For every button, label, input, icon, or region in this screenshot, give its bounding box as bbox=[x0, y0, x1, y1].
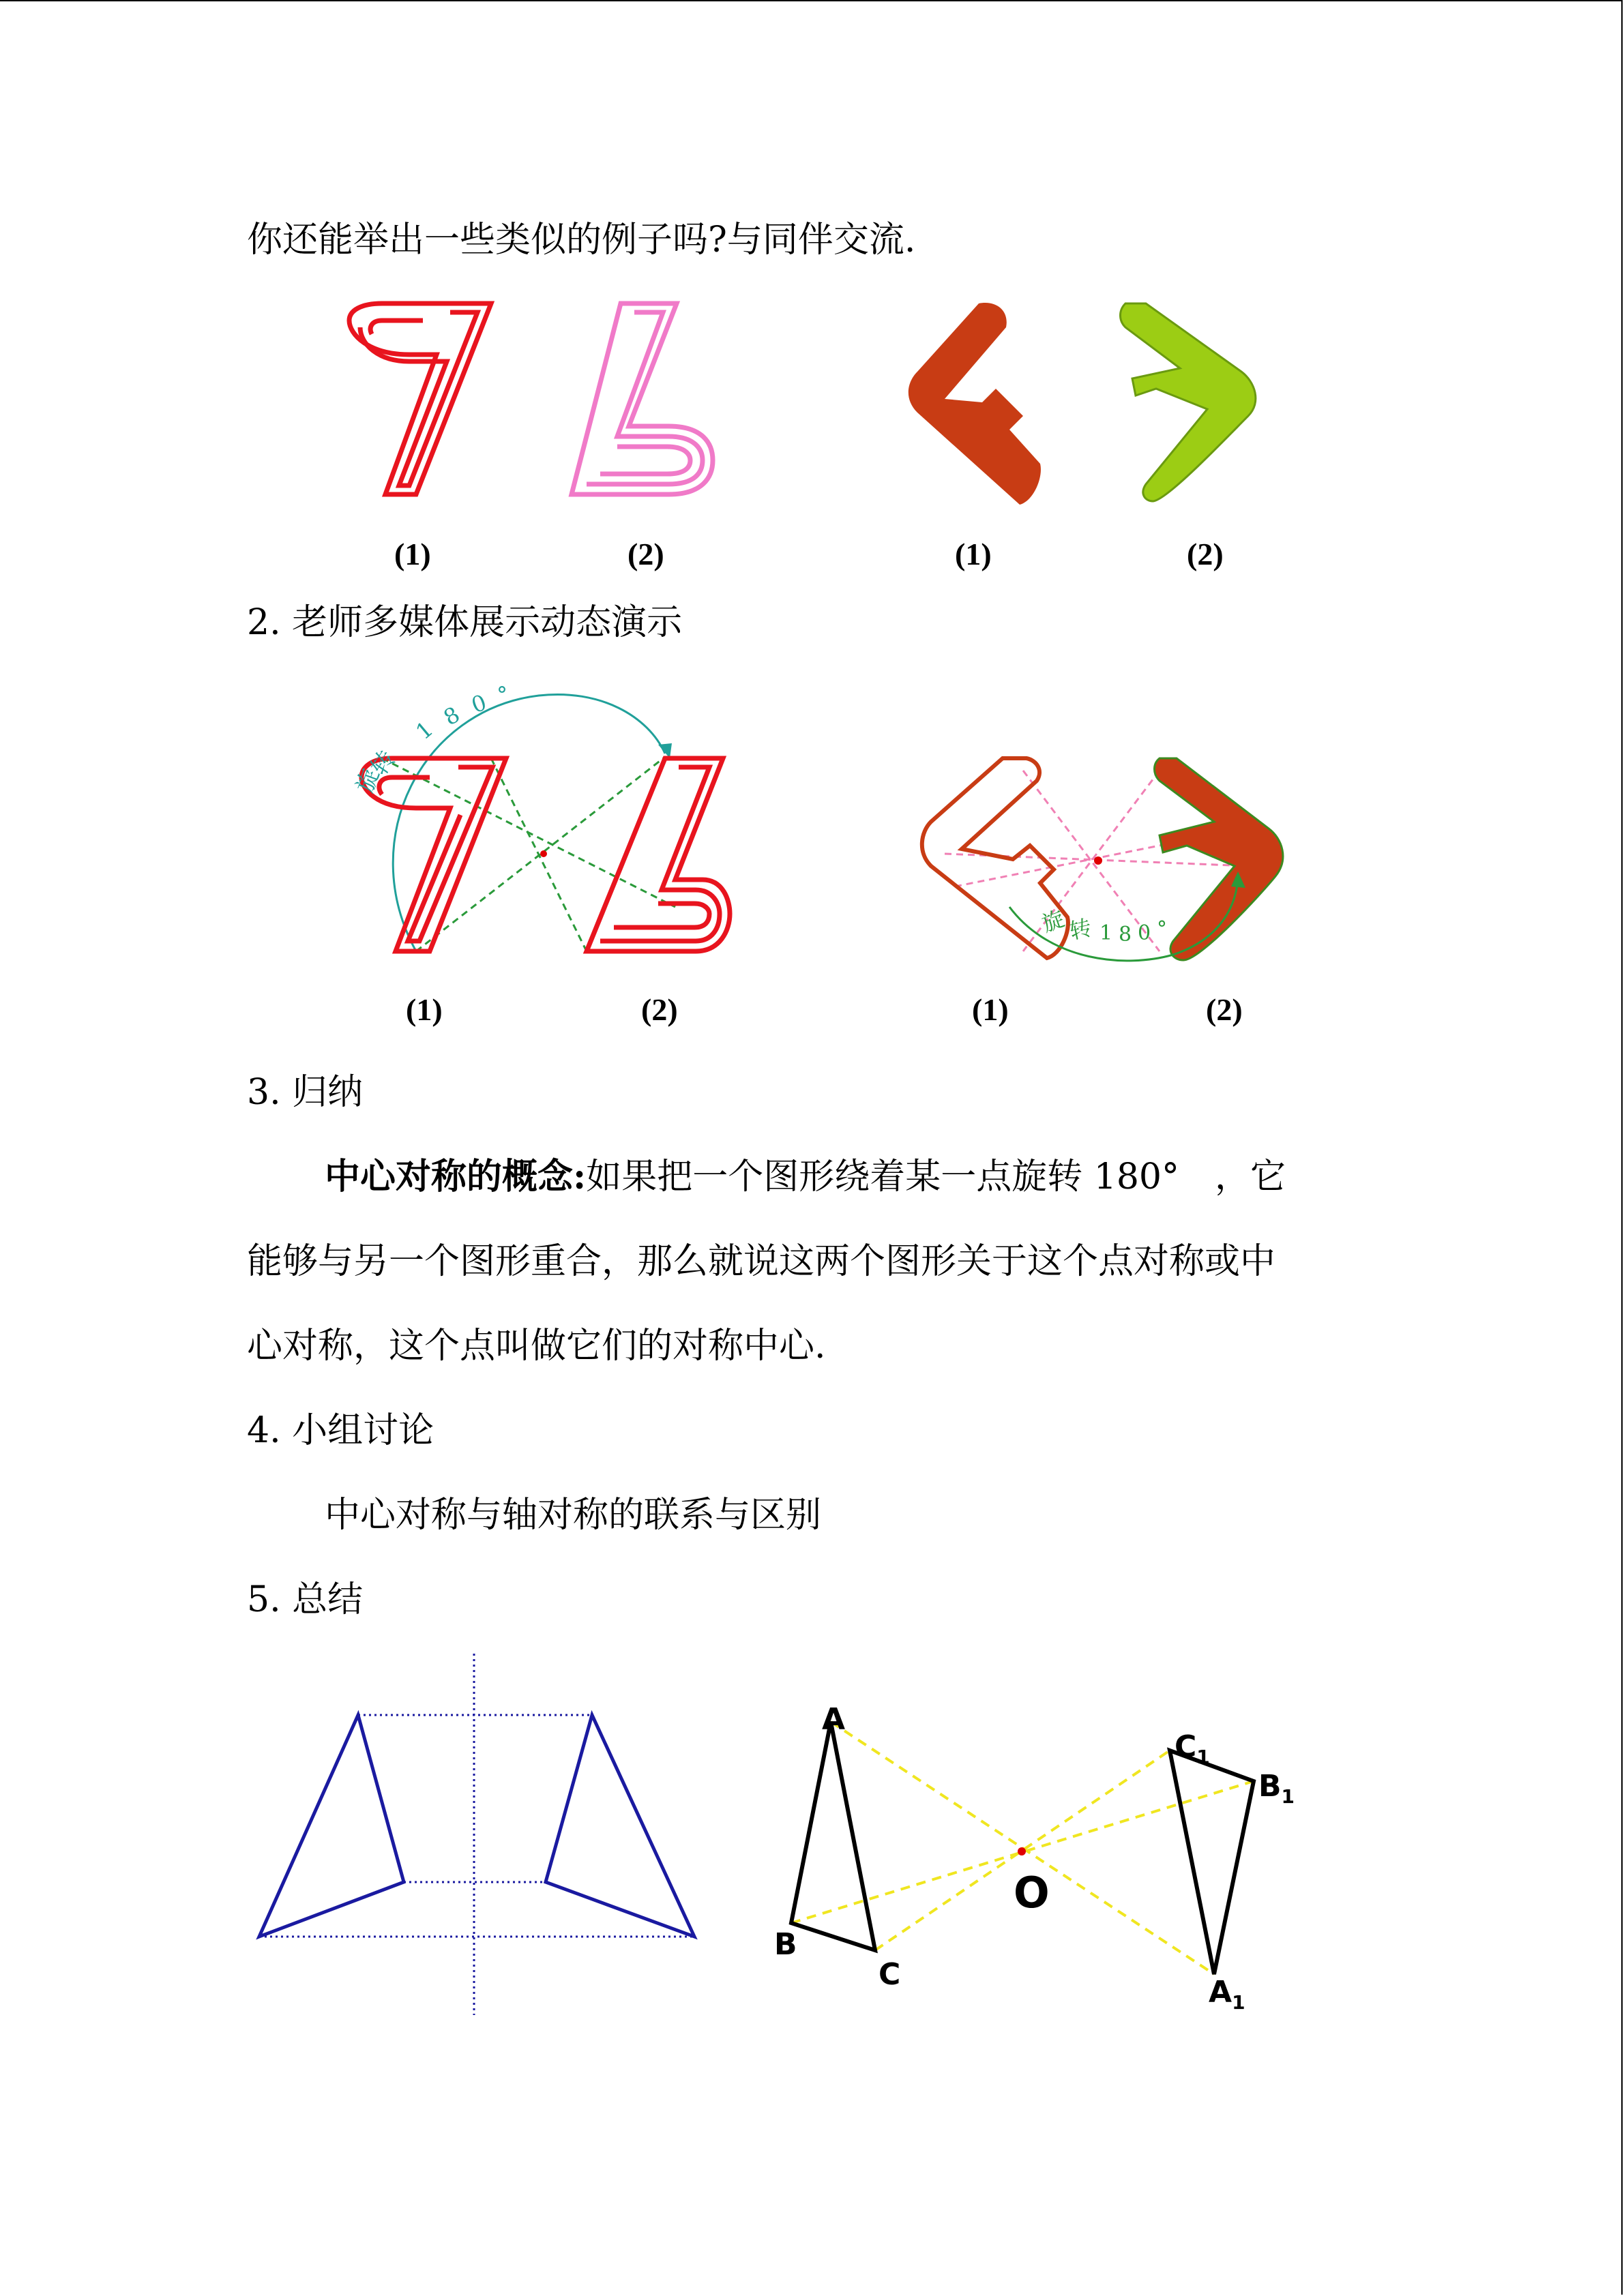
rotate-text-left-6: ° bbox=[497, 682, 507, 708]
mid-label-2b: (2) bbox=[1206, 992, 1243, 1027]
section3-heading: 3. 归纳 bbox=[247, 1072, 364, 1113]
rotate-text-left-1: 旋 bbox=[351, 765, 385, 796]
top-label-1a: (1) bbox=[394, 537, 431, 571]
vertex-a: A bbox=[822, 1702, 846, 1737]
concept-paragraph-line2: 能够与另一个图形重合，那么就说这两个图形关于这个点对称或中 bbox=[247, 1241, 1276, 1282]
vertex-c1: $C_1$ bbox=[1175, 1729, 1210, 1768]
vertex-b1: $B_1$ bbox=[1258, 1769, 1295, 1808]
rotate-text-left-5: 0 bbox=[468, 689, 490, 719]
triangle-a1b1c1 bbox=[1170, 1750, 1254, 1974]
section5-heading: 5. 总结 bbox=[247, 1579, 364, 1620]
vertex-c: C bbox=[879, 1957, 901, 1992]
rotate-text-left-4: 8 bbox=[439, 701, 464, 731]
rotate-text-right-4: 8 bbox=[1119, 923, 1132, 946]
rotate-text-right-5: 0 bbox=[1138, 921, 1151, 945]
top-label-2a: (2) bbox=[628, 537, 664, 571]
triangle-abc bbox=[791, 1722, 875, 1950]
mid-label-1a: (1) bbox=[406, 992, 443, 1027]
dotted-connectors bbox=[259, 1715, 694, 1937]
rotate-text-right-6: ° bbox=[1157, 917, 1167, 941]
vertex-b: B bbox=[774, 1927, 797, 1962]
top-label-2b: (2) bbox=[1187, 537, 1224, 571]
section2-heading: 2. 老师多媒体展示动态演示 bbox=[247, 602, 683, 643]
rotate-text-left-2: 转 bbox=[365, 745, 402, 781]
rotate-text-right-2: 转 bbox=[1067, 914, 1094, 944]
top-label-1b: (1) bbox=[955, 537, 992, 571]
center-o bbox=[1018, 1847, 1026, 1855]
concept-term: 中心对称的概念: bbox=[325, 1156, 587, 1197]
mid-label-1b: (1) bbox=[972, 992, 1009, 1027]
concept-line1-text: 如果把一个图形绕着某一点旋转 180° ，它 bbox=[586, 1157, 1286, 1197]
triangle-right-axis bbox=[546, 1715, 694, 1937]
rotate-text-right-1: 旋 bbox=[1038, 905, 1068, 938]
triangle-left-axis bbox=[259, 1715, 404, 1937]
section4-body: 中心对称与轴对称的联系与区别 bbox=[325, 1495, 822, 1536]
vertex-a1: $A_1$ bbox=[1209, 1975, 1245, 2014]
intro-question: 你还能举出一些类似的例子吗?与同伴交流. bbox=[247, 220, 916, 260]
concept-paragraph-line3: 心对称，这个点叫做它们的对称中心. bbox=[247, 1326, 826, 1367]
section4-heading: 4. 小组讨论 bbox=[247, 1410, 434, 1451]
rotate-text-right-3: 1 bbox=[1099, 921, 1113, 945]
rotate-text-left-3: 1 bbox=[411, 715, 439, 745]
mid-label-2a: (2) bbox=[641, 992, 678, 1027]
vertex-o: O bbox=[1014, 1868, 1050, 1918]
